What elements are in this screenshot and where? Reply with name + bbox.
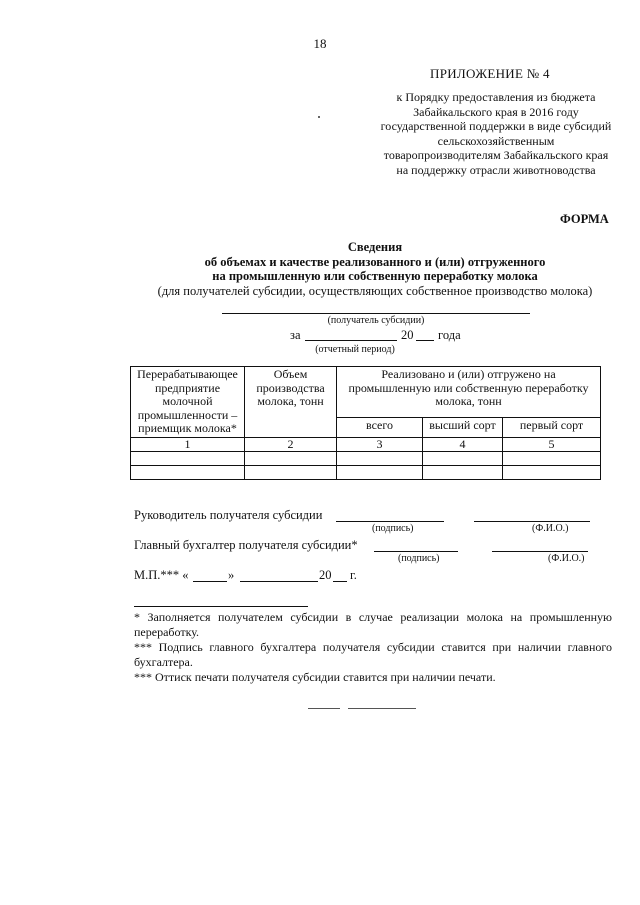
table-row [131,465,601,479]
stamp-suffix: г. [350,568,357,582]
head-signature-caption: (подпись) [372,523,414,534]
title-line-1: Сведения [347,240,403,254]
header-total: всего [337,418,423,437]
column-number: 3 [337,437,423,451]
table-cell[interactable] [423,465,503,479]
accountant-signature-label: Главный бухгалтер получателя субсидии* [134,538,358,552]
recipient-caption: (получатель субсидии) [327,315,425,326]
title-line-4: (для получателей субсидии, осуществляющих собственное производство молока) [157,283,593,298]
scan-speck [318,116,320,118]
head-signature-field[interactable] [336,521,444,522]
accountant-name-caption: (Ф.И.О.) [548,553,585,564]
period-caption: (отчетный период) [315,344,395,355]
appendix-note: к Порядку предоставления из бюджета Забайкальского края в 2016 году государственной поддержки в виде субсидий сельскохозяйственным товаропроизводителям Забайкальского края на поддержку отрасли животноводства [380,90,612,177]
table-cell[interactable] [503,451,601,465]
column-number: 4 [423,437,503,451]
stamp-day-field[interactable] [193,581,227,582]
form-label: ФОРМА [560,212,609,226]
title-line-3: на промышленную или собственную переработку молока [212,269,538,283]
footnote-3: *** Оттиск печати получателя субсидии ставится при наличии печати. [134,670,496,684]
header-premium-grade: высший сорт [423,418,503,437]
accountant-name-field[interactable] [492,551,588,552]
footnote-divider [134,606,308,607]
title-line-2: об объемах и качестве реализованного и (или) отгруженного [204,254,546,269]
stamp-month-field[interactable] [240,581,318,582]
stamp-mid: » [228,568,235,582]
table-cell[interactable] [245,451,337,465]
period-field[interactable] [305,340,397,341]
document-title [130,240,620,298]
head-name-caption: (Ф.И.О.) [532,523,569,534]
header-sold-group: Реализовано и (или) отгружено на промышленную или собственную переработку молока, тонн [337,367,601,418]
table-cell[interactable] [245,465,337,479]
header-enterprise: Перерабатывающее предприятие молочной промышленности – приемщик молока* [131,367,245,438]
page-number: 18 [313,36,327,51]
table-cell[interactable] [131,451,245,465]
appendix-title: ПРИЛОЖЕНИЕ № 4 [430,66,550,81]
accountant-signature-caption: (подпись) [398,553,440,564]
stamp-year-field[interactable] [333,581,347,582]
table-cell[interactable] [337,451,423,465]
data-table [130,366,601,480]
table-cell[interactable] [423,451,503,465]
table-cell[interactable] [131,465,245,479]
period-prefix: за [290,328,301,342]
head-signature-label: Руководитель получателя субсидии [134,508,323,522]
period-suffix: года [438,328,461,342]
table-cell[interactable] [337,465,423,479]
head-name-field[interactable] [474,521,590,522]
table-cell[interactable] [503,465,601,479]
stamp-year-prefix: 20 [319,568,332,582]
end-divider [348,708,416,709]
period-year-prefix: 20 [401,328,414,342]
recipient-field[interactable] [222,313,530,314]
accountant-signature-field[interactable] [374,551,458,552]
column-number: 1 [131,437,245,451]
column-number: 2 [245,437,337,451]
footnote-1: * Заполняется получателем субсидии в случае реализации молока на промышленную переработку. [134,610,612,639]
header-volume: Объем производства молока, тонн [245,367,337,438]
footnote-2: *** Подпись главного бухгалтера получателя субсидии ставится при наличии главного бухгалтера. [134,640,612,669]
end-divider [308,708,340,709]
header-first-grade: первый сорт [503,418,601,437]
table-row [131,451,601,465]
stamp-prefix: М.П.*** « [134,568,189,582]
column-number-row [131,437,601,451]
column-number: 5 [503,437,601,451]
period-year-field[interactable] [416,340,434,341]
